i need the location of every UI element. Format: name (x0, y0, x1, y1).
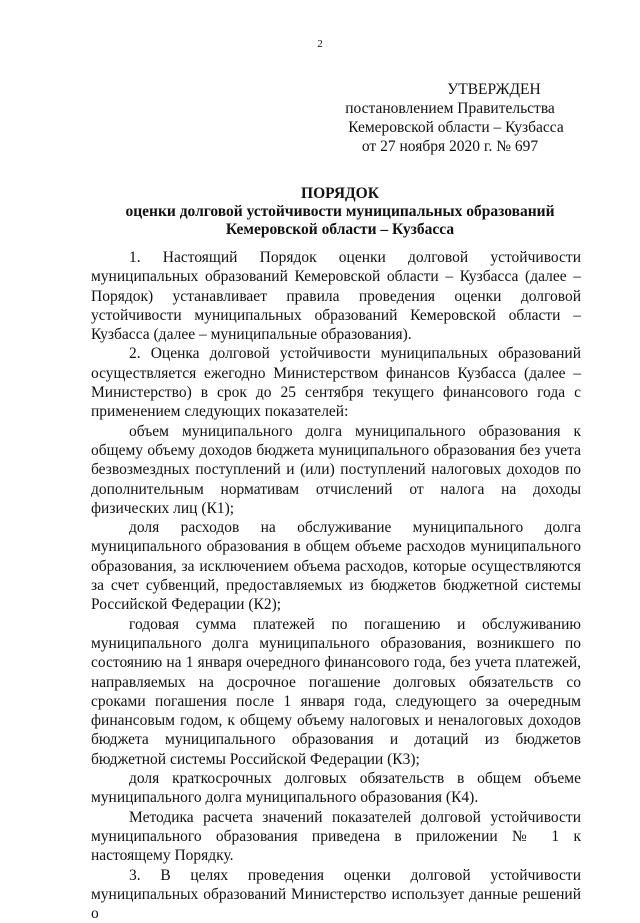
paragraph: годовая сумма платежей по погашению и обслуживанию муниципального долга муниципального образования, возникшего по состоянию на 1 января очередного финансового года, без учета платежей, направляемых на досрочное погашение долговых обязательств со сроками погашения после 1 января года, следующего за очередным финансовым годом, к общему объему налоговых и неналоговых доходов бюджета муниципального образования и дотаций из бюджетов бюджетной системы Российской Федерации (К3); (91, 615, 581, 769)
paragraph: 3. В целях проведения оценки долговой устойчивости муниципальных образований Министерство использует данные решений о (91, 866, 581, 923)
approval-heading: УТВЕРЖДЕН (300, 80, 600, 99)
title-subheading: оценки долговой устойчивости муниципальных образований (60, 203, 620, 221)
title-subheading: Кемеровской области – Кузбасса (60, 221, 620, 239)
paragraph: доля расходов на обслуживание муниципального долга муниципального образования в общем объеме расходов муниципального образования, за исключением объема расходов, которые осуществляются за счет субвенций, предоставляемых из бюджетов бюджетной системы Российской Федерации (К2); (91, 518, 581, 614)
paragraph: доля краткосрочных долговых обязательств в общем объеме муниципального долга муниципального образования (К4). (91, 769, 581, 808)
document-body (91, 248, 581, 923)
paragraph: объем муниципального долга муниципального образования к общему объему доходов бюджета муниципального образования без учета безвозмездных поступлений и (или) поступлений налоговых доходов по дополнительным нормативам отчислений от налога на доходы физических лиц (К1); (91, 422, 581, 518)
title-heading: ПОРЯДОК (60, 185, 620, 203)
approval-line: постановлением Правительства (300, 99, 600, 118)
approval-date-line: от 27 ноября 2020 г. № 697 (300, 137, 600, 156)
document-title (60, 185, 620, 239)
paragraph: Методика расчета значений показателей долговой устойчивости муниципального образования приведена в приложении № 1 к настоящему Порядку. (91, 808, 581, 866)
paragraph: 1. Настоящий Порядок оценки долговой устойчивости муниципальных образований Кемеровской области – Кузбасса (далее – Порядок) устанавливает правила проведения оценки долговой устойчивости муниципальных образований Кемеровской области – Кузбасса (далее – муниципальные образования). (91, 248, 581, 344)
approval-stamp (300, 80, 600, 156)
approval-line: Кемеровской области – Кузбасса (300, 118, 600, 137)
paragraph: 2. Оценка долговой устойчивости муниципальных образований осуществляется ежегодно Министерством финансов Кузбасса (далее – Министерство) в срок до 25 сентября текущего финансового года с применением следующих показателей: (91, 344, 581, 421)
page-number: 2 (0, 38, 640, 50)
